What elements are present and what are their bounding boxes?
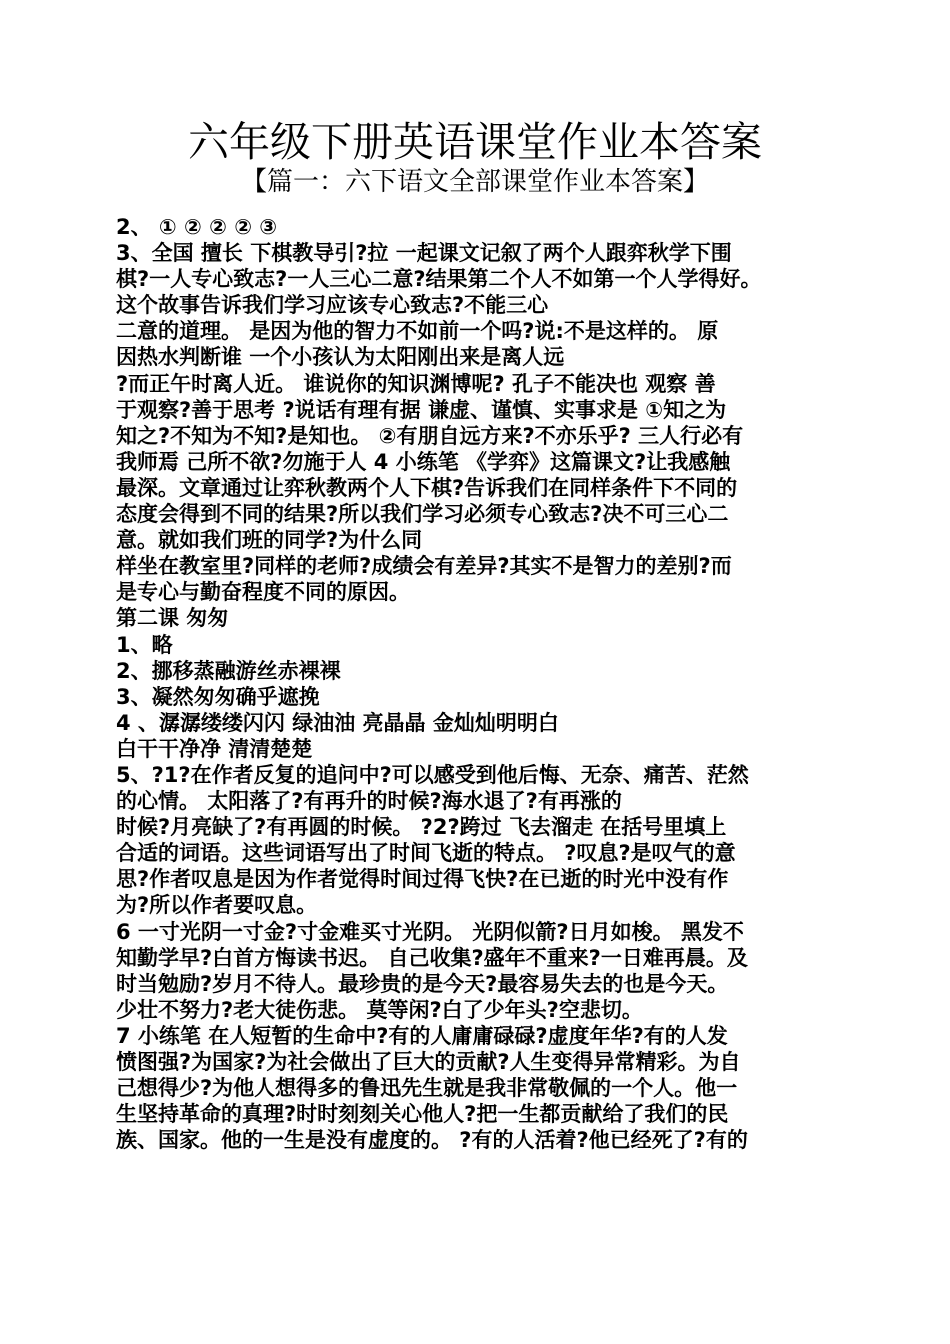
text-line: 少壮不努力?老大徒伤悲。 莫等闲?白了少年头?空悲切。 bbox=[116, 997, 643, 1022]
text-line: 这个故事告诉我们学习应该专心致志?不能三心 bbox=[116, 293, 549, 318]
text-line: 是专心与勤奋程度不同的原因。 bbox=[116, 580, 410, 605]
document-subtitle: 【篇一：六下语文全部课堂作业本答案】 bbox=[240, 167, 709, 197]
text-line: 知之?不知为不知?是知也。 ②有朋自远方来?不亦乐乎? 三人行必有 bbox=[116, 423, 744, 448]
text-line: 1、略 bbox=[116, 632, 173, 657]
text-line: 合适的词语。这些词语写出了时间飞逝的特点。 ?叹息?是叹气的意 bbox=[116, 841, 736, 866]
text-line: 思?作者叹息是因为作者觉得时间过得飞快?在已逝的时光中没有作 bbox=[116, 867, 729, 892]
text-line: 6 一寸光阴一寸金?寸金难买寸光阴。 光阴似箭?日月如梭。 黑发不 bbox=[116, 919, 744, 944]
text-line: 我师焉 己所不欲?勿施于人 4 小练笔 《学弈》这篇课文?让我感触 bbox=[116, 449, 731, 474]
text-line: 愤图强?为国家?为社会做出了巨大的贡献?人生变得异常精彩。为自 bbox=[116, 1050, 741, 1074]
text-line: 棋?一人专心致志?一人三心二意?结果第二个人不如第一个人学得好。 bbox=[116, 267, 762, 292]
text-line: 意。就如我们班的同学?为什么同 bbox=[116, 528, 423, 553]
text-line: 为?所以作者要叹息。 bbox=[116, 893, 318, 918]
text-line: 3、全国 擅长 下棋教导引?拉 一起课文记叙了两个人跟弈秋学下围 bbox=[116, 241, 732, 266]
text-line: 5、?1?在作者反复的追问中?可以感受到他后悔、无奈、痛苦、茫然 bbox=[116, 762, 749, 787]
text-line: 样坐在教室里?同样的老师?成绩会有差异?其实不是智力的差别?而 bbox=[116, 554, 732, 579]
text-line: 时候?月亮缺了?有再圆的时候。 ?2?跨过 飞去溜走 在括号里填上 bbox=[116, 815, 727, 840]
document-body bbox=[116, 214, 846, 1153]
document-title: 六年级下册英语课堂作业本答案 bbox=[188, 118, 762, 166]
text-line: ?而正午时离人近。 谁说你的知识渊博呢? 孔子不能决也 观察 善 bbox=[116, 371, 716, 396]
text-line: 最深。文章通过让弈秋教两个人下棋?告诉我们在同样条件下不同的 bbox=[116, 475, 738, 500]
text-line: 二意的道理。 是因为他的智力不如前一个吗?说:不是这样的。 原 bbox=[116, 319, 719, 344]
text-line: 2、挪移蒸融游丝赤裸裸 bbox=[116, 658, 341, 683]
text-line: 7 小练笔 在人短暂的生命中?有的人庸庸碌碌?虚度年华?有的人发 bbox=[116, 1023, 728, 1048]
text-line: 第二课 匆匆 bbox=[116, 606, 229, 631]
text-line: 己想得少?为他人想得多的鲁迅先生就是我非常敬佩的一个人。他一 bbox=[116, 1076, 738, 1101]
text-line: 时当勉励?岁月不待人。最珍贵的是今天?最容易失去的也是今天。 bbox=[116, 971, 729, 996]
text-line: 4 、潺潺缕缕闪闪 绿油油 亮晶晶 金灿灿明明白 bbox=[116, 710, 559, 735]
text-line: 2、 ① ② ② ② ③ bbox=[116, 215, 278, 239]
text-line: 因热水判断谁 一个小孩认为太阳刚出来是离人远 bbox=[116, 345, 565, 370]
text-line: 态度会得到不同的结果?所以我们学习必须专心致志?决不可三心二 bbox=[116, 502, 729, 527]
text-line: 于观察?善于思考 ?说话有理有据 谦虚、谨慎、实事求是 ①知之为 bbox=[116, 397, 727, 422]
text-line: 族、国家。他的一生是没有虚度的。 ?有的人活着?他已经死了?有的 bbox=[116, 1128, 748, 1153]
text-line: 白干干净净 清清楚楚 bbox=[116, 736, 313, 761]
text-line: 知勤学早?白首方悔读书迟。 自己收集?盛年不重来?一日难再晨。及 bbox=[116, 945, 748, 970]
text-line: 生坚持革命的真理?时时刻刻关心他人?把一生都贡献给了我们的民 bbox=[116, 1102, 729, 1127]
text-line: 3、凝然匆匆确乎遮挽 bbox=[116, 684, 320, 709]
text-line: 的心情。 太阳落了?有再升的时候?海水退了?有再涨的 bbox=[116, 789, 622, 814]
